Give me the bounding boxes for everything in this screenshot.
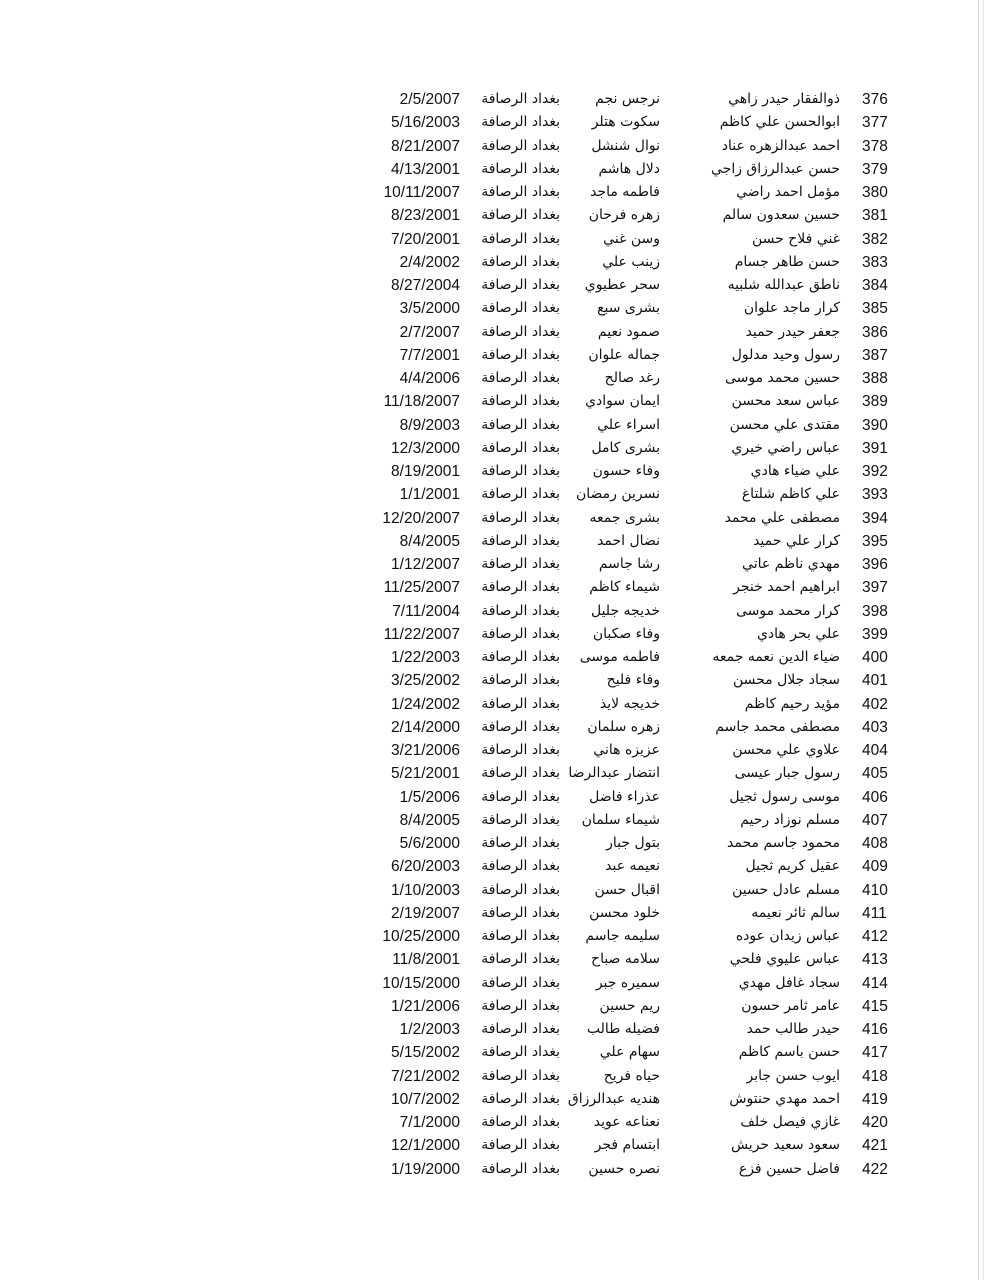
student-name: موسى رسول ثجيل — [729, 788, 840, 805]
directorate: بغداد الرصافة — [481, 1067, 560, 1084]
row-number: 399 — [862, 625, 888, 643]
student-name: عباس عليوي فلحي — [729, 951, 840, 968]
table-row — [0, 693, 989, 716]
row-number: 410 — [862, 881, 888, 899]
table-row — [0, 739, 989, 762]
student-name: احمد عبدالزهره عناد — [721, 137, 840, 154]
mother-name: وسن غني — [603, 230, 660, 247]
birth-date: 5/16/2003 — [391, 114, 460, 132]
table-row — [0, 669, 989, 692]
directorate: بغداد الرصافة — [481, 114, 560, 131]
directorate: بغداد الرصافة — [481, 695, 560, 712]
student-name: عقيل كريم ثجيل — [745, 858, 840, 875]
table-row — [0, 855, 989, 878]
birth-date: 2/19/2007 — [391, 904, 460, 922]
mother-name: فاطمه موسى — [579, 649, 660, 665]
directorate: بغداد الرصافة — [481, 928, 560, 944]
mother-name: شيماء كاظم — [589, 579, 660, 596]
mother-name: هنديه عبدالرزاق — [567, 1090, 660, 1107]
birth-date: 5/6/2000 — [399, 835, 460, 852]
row-number: 400 — [862, 649, 888, 666]
student-name: فاضل حسين فزع — [738, 1160, 840, 1177]
mother-name: بشرى سبع — [597, 300, 660, 317]
directorate: بغداد الرصافة — [481, 416, 560, 433]
mother-name: بشرى جمعه — [589, 509, 660, 526]
table-row — [0, 646, 989, 669]
student-name: ذوالفقار حيدر زاهي — [728, 91, 840, 107]
directorate: بغداد الرصافة — [481, 835, 560, 851]
student-name: جعفر حيدر حميد — [745, 323, 840, 340]
student-name: ناطق عبدالله شلبيه — [727, 277, 840, 293]
row-number: 402 — [862, 695, 888, 713]
birth-date: 11/25/2007 — [383, 579, 460, 597]
birth-date: 12/3/2000 — [391, 439, 460, 457]
mother-name: سليمه جاسم — [585, 928, 660, 944]
table-row — [0, 1041, 989, 1064]
mother-name: اسراء علي — [597, 416, 660, 433]
table-row — [0, 1065, 989, 1088]
student-name: علاوي علي محسن — [732, 742, 840, 758]
birth-date: 8/27/2004 — [391, 277, 460, 294]
mother-name: عزيزه هاني — [593, 742, 660, 758]
birth-date: 11/8/2001 — [392, 951, 460, 969]
mother-name: اقبال حسن — [594, 881, 660, 898]
row-number: 393 — [862, 486, 888, 504]
row-number: 389 — [862, 393, 888, 411]
table-row — [0, 1018, 989, 1041]
row-number: 417 — [862, 1044, 888, 1062]
table-row — [0, 623, 989, 646]
birth-date: 3/21/2006 — [391, 742, 460, 759]
row-number: 403 — [862, 718, 888, 736]
birth-date: 1/5/2006 — [399, 788, 460, 806]
row-number: 380 — [862, 184, 888, 201]
row-number: 391 — [862, 439, 888, 457]
directorate: بغداد الرصافة — [481, 184, 560, 200]
directorate: بغداد الرصافة — [481, 137, 560, 154]
row-number: 383 — [862, 253, 888, 271]
birth-date: 10/11/2007 — [383, 184, 460, 201]
mother-name: نسرين رمضان — [575, 486, 660, 503]
directorate: بغداد الرصافة — [481, 439, 560, 456]
row-number: 396 — [862, 556, 888, 573]
student-name: سجاد غافل مهدي — [738, 974, 840, 991]
birth-date: 3/5/2000 — [399, 300, 460, 318]
mother-name: خلود محسن — [589, 904, 660, 921]
directorate: بغداد الرصافة — [481, 300, 560, 317]
row-number: 401 — [862, 672, 888, 690]
row-number: 419 — [862, 1090, 888, 1108]
directorate: بغداد الرصافة — [481, 579, 560, 596]
row-number: 386 — [862, 323, 888, 341]
row-number: 377 — [862, 114, 888, 132]
directorate: بغداد الرصافة — [481, 1044, 560, 1061]
directorate: بغداد الرصافة — [481, 997, 560, 1014]
directorate: بغداد الرصافة — [481, 393, 560, 410]
table-row — [0, 972, 989, 995]
mother-name: زينب علي — [602, 253, 660, 270]
birth-date: 5/15/2002 — [391, 1044, 460, 1062]
birth-date: 4/4/2006 — [399, 370, 460, 387]
row-number: 387 — [862, 346, 888, 364]
birth-date: 12/20/2007 — [382, 509, 460, 527]
birth-date: 12/1/2000 — [391, 1137, 460, 1155]
row-number: 394 — [862, 509, 888, 527]
table-row — [0, 483, 989, 506]
directorate: بغداد الرصافة — [481, 951, 560, 968]
table-row — [0, 762, 989, 785]
directorate: بغداد الرصافة — [481, 1090, 560, 1107]
birth-date: 10/7/2002 — [391, 1090, 460, 1108]
student-name: عامر ثامر حسون — [741, 997, 840, 1014]
birth-date: 5/21/2001 — [391, 765, 460, 783]
student-name: مسلم نوزاد رحيم — [740, 811, 840, 828]
student-name: محمود جاسم محمد — [727, 835, 840, 851]
directorate: بغداد الرصافة — [481, 253, 560, 270]
row-number: 418 — [862, 1067, 888, 1085]
birth-date: 8/21/2007 — [391, 137, 460, 155]
table-row — [0, 832, 989, 855]
mother-name: وفاء فليح — [606, 672, 660, 689]
table-row — [0, 1088, 989, 1111]
mother-name: سميره جبر — [595, 974, 660, 991]
directorate: بغداد الرصافة — [481, 230, 560, 247]
directorate: بغداد الرصافة — [481, 742, 560, 758]
student-name: كرار علي حميد — [753, 532, 840, 549]
mother-name: جماله علوان — [588, 346, 660, 363]
table-row — [0, 204, 989, 227]
row-number: 422 — [862, 1160, 888, 1178]
table-row — [0, 553, 989, 576]
birth-date: 2/14/2000 — [391, 718, 460, 736]
table-row — [0, 181, 989, 204]
row-number: 395 — [862, 532, 888, 550]
row-number: 405 — [862, 765, 888, 783]
mother-name: سكوت هتلر — [591, 114, 660, 131]
student-name: ابراهيم احمد خنجر — [733, 579, 840, 596]
student-name: سعود سعيد حريش — [730, 1137, 840, 1154]
student-name: علي ضياء هادي — [750, 463, 840, 479]
table-row — [0, 902, 989, 925]
birth-date: 8/4/2005 — [399, 532, 460, 550]
mother-name: دلال هاشم — [598, 160, 660, 177]
directorate: بغداد الرصافة — [481, 858, 560, 875]
birth-date: 8/9/2003 — [399, 416, 460, 434]
mother-name: ابتسام فجر — [594, 1137, 660, 1154]
row-number: 413 — [862, 951, 888, 969]
student-name: مسلم عادل حسين — [732, 881, 840, 898]
row-number: 397 — [862, 579, 888, 597]
student-name: غازي فيصل خلف — [740, 1114, 840, 1130]
mother-name: زهره فرحان — [588, 207, 660, 224]
birth-date: 10/25/2000 — [382, 928, 460, 945]
student-name: مصطفى علي محمد — [724, 509, 840, 526]
mother-name: سلامه صباح — [591, 951, 660, 968]
table-row — [0, 1111, 989, 1134]
directorate: بغداد الرصافة — [481, 91, 560, 107]
row-number: 414 — [862, 974, 888, 992]
student-name: ضياء الدين نعمه جمعه — [712, 649, 840, 665]
birth-date: 10/15/2000 — [382, 974, 460, 992]
row-number: 404 — [862, 742, 888, 759]
birth-date: 4/13/2001 — [391, 160, 460, 178]
birth-date: 1/2/2003 — [399, 1021, 460, 1038]
table-row — [0, 809, 989, 832]
directorate: بغداد الرصافة — [481, 649, 560, 665]
row-number: 381 — [862, 207, 888, 225]
table-row — [0, 414, 989, 437]
table-row — [0, 995, 989, 1018]
mother-name: نعناعه عويد — [593, 1114, 660, 1130]
directorate: بغداد الرصافة — [481, 1114, 560, 1130]
mother-name: نوال شنشل — [591, 137, 660, 154]
birth-date: 8/23/2001 — [391, 207, 460, 225]
student-name: عباس زيدان عوده — [735, 928, 840, 944]
directorate: بغداد الرصافة — [481, 672, 560, 689]
table-row — [0, 274, 989, 297]
student-name: سجاد جلال محسن — [732, 672, 840, 689]
row-number: 398 — [862, 602, 888, 620]
birth-date: 7/1/2000 — [399, 1114, 460, 1131]
directorate: بغداد الرصافة — [481, 207, 560, 224]
directorate: بغداد الرصافة — [481, 811, 560, 828]
mother-name: ايمان سوادي — [585, 393, 660, 410]
mother-name: سحر عطيوي — [584, 277, 660, 293]
mother-name: انتضار عبدالرضا — [568, 765, 660, 782]
directorate: بغداد الرصافة — [481, 160, 560, 177]
row-number: 421 — [862, 1137, 888, 1155]
table-row — [0, 716, 989, 739]
student-name: حسن طاهر جسام — [734, 253, 840, 270]
directorate: بغداد الرصافة — [481, 788, 560, 805]
student-name: ايوب حسن جابر — [746, 1067, 840, 1084]
mother-name: زهره سلمان — [587, 718, 660, 735]
student-name: مهدي ناظم عاتي — [742, 556, 840, 572]
row-number: 409 — [862, 858, 888, 876]
birth-date: 1/1/2001 — [399, 486, 460, 504]
row-number: 406 — [862, 788, 888, 806]
student-name: احمد مهدي حنتوش — [729, 1090, 840, 1107]
table-row — [0, 158, 989, 181]
student-name: علي بحر هادي — [756, 625, 840, 642]
birth-date: 1/12/2007 — [391, 556, 460, 573]
student-name: عباس راضي خيري — [731, 439, 840, 456]
directorate: بغداد الرصافة — [481, 277, 560, 293]
row-number: 384 — [862, 277, 888, 294]
birth-date: 1/19/2000 — [391, 1160, 460, 1178]
table-row — [0, 1158, 989, 1181]
directorate: بغداد الرصافة — [481, 370, 560, 386]
table-row — [0, 437, 989, 460]
table-row — [0, 228, 989, 251]
student-name: حسن عبدالرزاق زاجي — [711, 160, 840, 177]
table-row — [0, 576, 989, 599]
mother-name: رغد صالح — [604, 370, 660, 386]
birth-date: 1/24/2002 — [391, 695, 460, 713]
birth-date: 7/11/2004 — [392, 602, 460, 620]
student-name: حسين محمد موسى — [724, 370, 840, 386]
birth-date: 1/21/2006 — [391, 997, 460, 1015]
birth-date: 1/10/2003 — [391, 881, 460, 899]
table-row — [0, 879, 989, 902]
table-row — [0, 948, 989, 971]
table-row — [0, 925, 989, 948]
row-number: 382 — [862, 230, 888, 248]
student-name: مقتدى علي محسن — [729, 416, 840, 433]
birth-date: 11/22/2007 — [383, 625, 460, 643]
table-row — [0, 600, 989, 623]
student-name: علي كاظم شلتاغ — [741, 486, 840, 503]
directorate: بغداد الرصافة — [481, 1021, 560, 1037]
student-name: كرار ماجد علوان — [743, 300, 840, 317]
directorate: بغداد الرصافة — [481, 904, 560, 921]
directorate: بغداد الرصافة — [481, 486, 560, 503]
birth-date: 7/20/2001 — [391, 230, 460, 248]
directorate: بغداد الرصافة — [481, 532, 560, 549]
student-name: ابوالحسن علي كاظم — [719, 114, 840, 131]
student-name: سالم ثائر نعيمه — [751, 904, 840, 921]
table-row — [0, 321, 989, 344]
table-row — [0, 344, 989, 367]
student-name: حسن باسم كاظم — [738, 1044, 840, 1061]
birth-date: 2/4/2002 — [399, 253, 460, 271]
mother-name: فضيله طالب — [586, 1021, 660, 1037]
mother-name: نرجس نجم — [595, 91, 660, 107]
student-name: عباس سعد محسن — [731, 393, 840, 410]
birth-date: 8/19/2001 — [391, 463, 460, 480]
table-row — [0, 786, 989, 809]
mother-name: عذراء فاضل — [589, 788, 660, 805]
mother-name: وفاء حسون — [592, 463, 660, 479]
row-number: 392 — [862, 463, 888, 480]
birth-date: 11/18/2007 — [383, 393, 460, 411]
student-name: رسول وحيد مدلول — [731, 346, 840, 363]
directorate: بغداد الرصافة — [481, 1160, 560, 1177]
directorate: بغداد الرصافة — [481, 881, 560, 898]
row-number: 390 — [862, 416, 888, 434]
table-row — [0, 88, 989, 111]
directorate: بغداد الرصافة — [481, 602, 560, 619]
row-number: 411 — [862, 904, 887, 922]
mother-name: حياه فريح — [603, 1067, 660, 1084]
student-name: كرار محمد موسى — [735, 602, 840, 619]
mother-name: فاطمه ماجد — [590, 184, 660, 200]
student-name: مؤمل احمد راضي — [736, 184, 840, 200]
row-number: 379 — [862, 160, 888, 178]
mother-name: سهام علي — [599, 1044, 660, 1061]
table-row — [0, 251, 989, 274]
table-row — [0, 135, 989, 158]
table-row — [0, 1134, 989, 1157]
mother-name: بشرى كامل — [591, 439, 660, 456]
birth-date: 3/25/2002 — [391, 672, 460, 690]
birth-date: 1/22/2003 — [391, 649, 460, 666]
student-name: حيدر طالب حمد — [746, 1021, 840, 1037]
roster-table — [0, 88, 989, 1181]
birth-date: 2/7/2007 — [399, 323, 460, 341]
student-name: مؤيد رحيم كاظم — [744, 695, 840, 712]
mother-name: وفاء صكبان — [592, 625, 660, 642]
birth-date: 7/21/2002 — [391, 1067, 460, 1085]
mother-name: نعيمه عبد — [605, 858, 660, 875]
row-number: 378 — [862, 137, 888, 155]
directorate: بغداد الرصافة — [481, 1137, 560, 1154]
directorate: بغداد الرصافة — [481, 974, 560, 991]
student-name: غني فلاح حسن — [752, 230, 840, 247]
row-number: 407 — [862, 811, 888, 829]
row-number: 412 — [862, 928, 888, 945]
mother-name: شيماء سلمان — [581, 811, 660, 828]
student-name: رسول جبار عيسى — [734, 765, 840, 782]
row-number: 376 — [862, 91, 888, 108]
mother-name: ريم حسين — [599, 997, 660, 1014]
mother-name: رشا جاسم — [598, 556, 660, 572]
directorate: بغداد الرصافة — [481, 625, 560, 642]
birth-date: 6/20/2003 — [391, 858, 460, 876]
mother-name: نصره حسين — [588, 1160, 660, 1177]
table-row — [0, 367, 989, 390]
birth-date: 8/4/2005 — [399, 811, 460, 829]
directorate: بغداد الرصافة — [481, 556, 560, 572]
table-row — [0, 460, 989, 483]
mother-name: بتول جبار — [606, 835, 660, 851]
table-row — [0, 530, 989, 553]
row-number: 416 — [862, 1021, 888, 1038]
table-row — [0, 297, 989, 320]
directorate: بغداد الرصافة — [481, 718, 560, 735]
student-name: حسين سعدون سالم — [722, 207, 840, 224]
mother-name: صمود نعيم — [597, 323, 660, 340]
directorate: بغداد الرصافة — [481, 323, 560, 340]
directorate: بغداد الرصافة — [481, 765, 560, 782]
mother-name: خديجه جليل — [590, 602, 660, 619]
student-name: مصطفى محمد جاسم — [715, 718, 840, 735]
directorate: بغداد الرصافة — [481, 463, 560, 479]
birth-date: 7/7/2001 — [399, 346, 460, 364]
mother-name: خديجه لايذ — [599, 695, 660, 712]
row-number: 408 — [862, 835, 888, 852]
row-number: 385 — [862, 300, 888, 318]
table-row — [0, 111, 989, 134]
table-row — [0, 507, 989, 530]
mother-name: نضال احمد — [597, 532, 660, 549]
birth-date: 2/5/2007 — [399, 91, 460, 108]
row-number: 415 — [862, 997, 888, 1015]
row-number: 420 — [862, 1114, 888, 1131]
directorate: بغداد الرصافة — [481, 509, 560, 526]
row-number: 388 — [862, 370, 888, 387]
table-row — [0, 390, 989, 413]
directorate: بغداد الرصافة — [481, 346, 560, 363]
